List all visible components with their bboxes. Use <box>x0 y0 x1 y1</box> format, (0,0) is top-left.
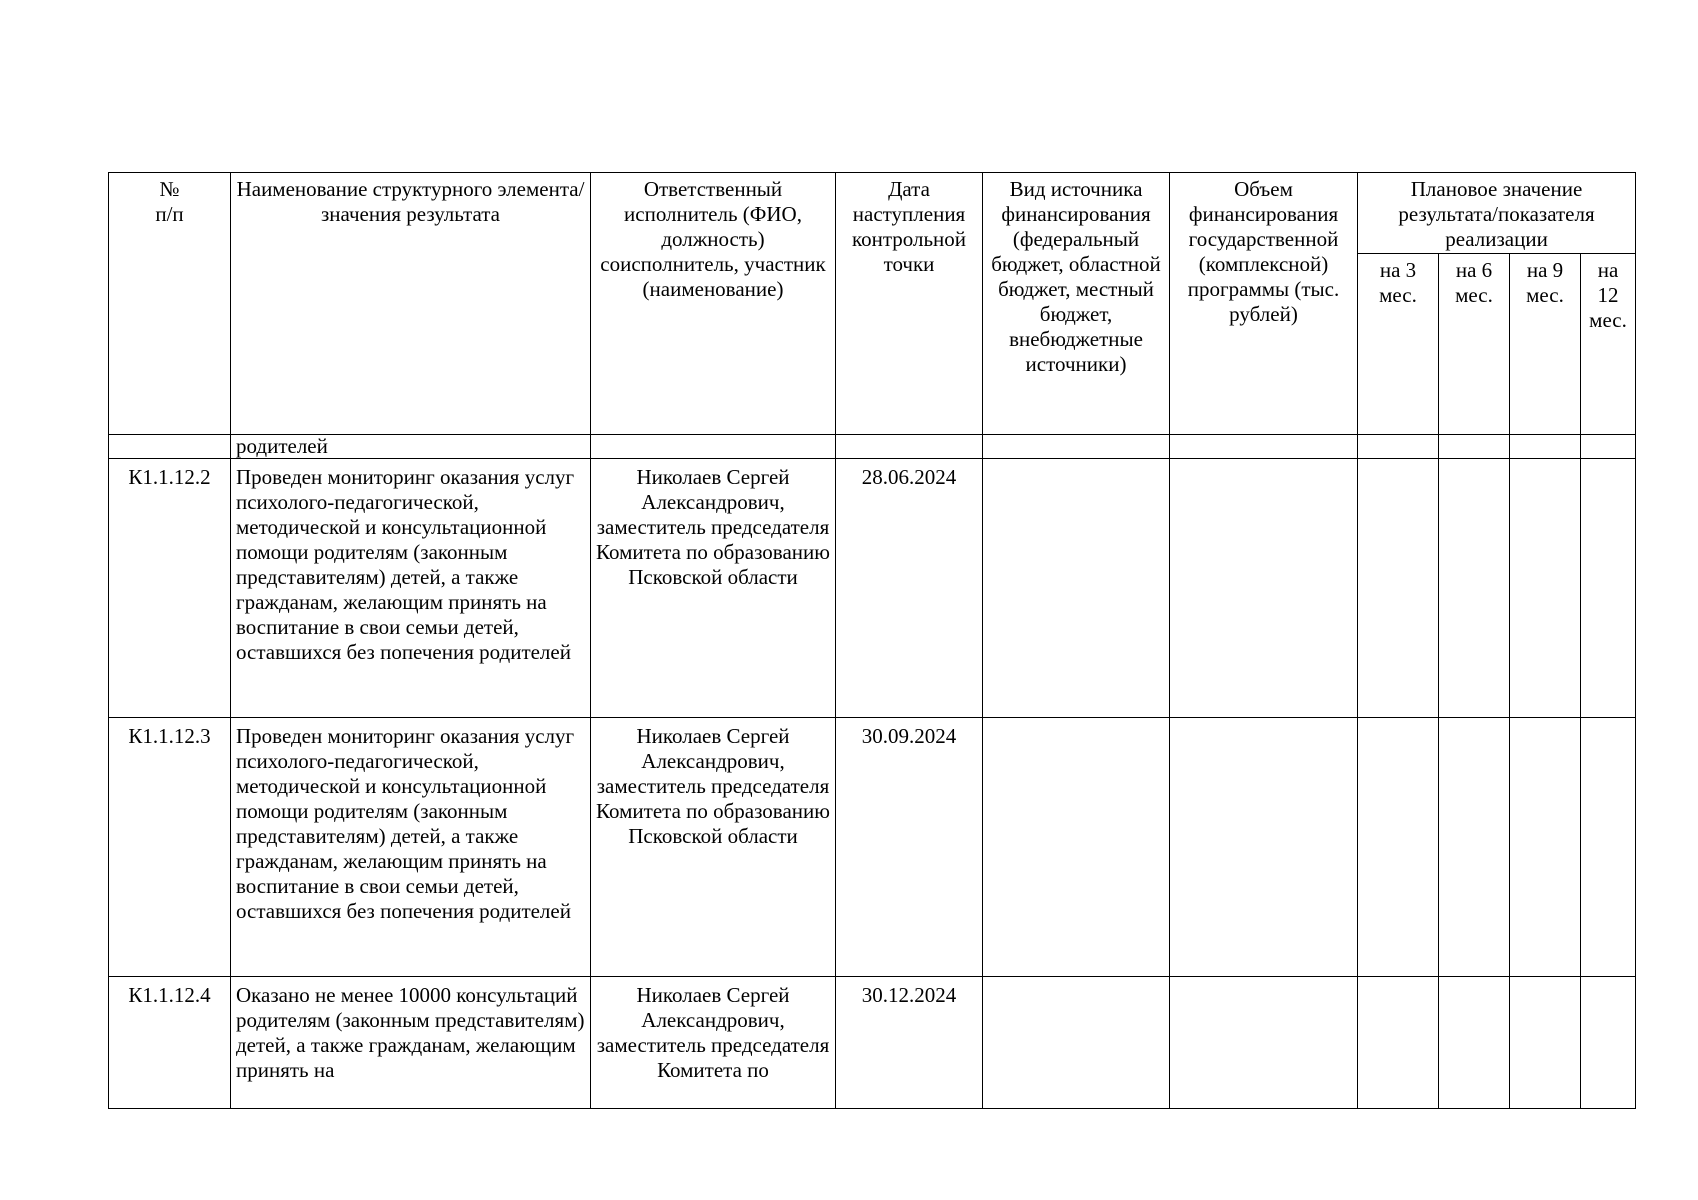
cell-date: 30.12.2024 <box>836 977 983 1109</box>
cell-m9 <box>1510 977 1581 1109</box>
cell-m9 <box>1510 718 1581 977</box>
cell-m12 <box>1581 718 1636 977</box>
header-name: Наименование структурного элемента/ значения результата <box>231 173 591 435</box>
header-m6: на 6 мес. <box>1439 254 1510 435</box>
cell-m6 <box>1439 977 1510 1109</box>
cell-m12 <box>1581 459 1636 718</box>
cell-m12 <box>1581 977 1636 1109</box>
header-num: № п/п <box>109 173 231 435</box>
header-m9: на 9 мес. <box>1510 254 1581 435</box>
cell-responsible <box>591 435 836 459</box>
cell-m6 <box>1439 435 1510 459</box>
table-row <box>109 977 1636 1109</box>
cell-source <box>983 977 1170 1109</box>
header-source: Вид источника финансирования (федеральный бюджет, областной бюджет, местный бюджет, внебюджетные источники) <box>983 173 1170 435</box>
cell-num: К1.1.12.3 <box>109 718 231 977</box>
header-date: Дата наступления контрольной точки <box>836 173 983 435</box>
cell-num <box>109 435 231 459</box>
cell-source <box>983 435 1170 459</box>
cell-volume <box>1170 459 1358 718</box>
cell-m3 <box>1358 435 1439 459</box>
cell-source <box>983 459 1170 718</box>
cell-name: Проведен мониторинг оказания услуг психолого-педагогической, методической и консультационной помощи родителям (законным представителям) детей, а также гражданам, желающим принять на воспитание в свои семьи детей, оставшихся без попечения родителей <box>231 459 591 718</box>
cell-num: К1.1.12.4 <box>109 977 231 1109</box>
cell-source <box>983 718 1170 977</box>
cell-m6 <box>1439 718 1510 977</box>
cell-m9 <box>1510 459 1581 718</box>
cell-name: Оказано не менее 10000 консультаций родителям (законным представителям) детей, а также гражданам, желающим принять на <box>231 977 591 1109</box>
cell-volume <box>1170 435 1358 459</box>
cell-responsible: Николаев Сергей Александрович, заместитель председателя Комитета по образованию Псковской области <box>591 718 836 977</box>
cell-m9 <box>1510 435 1581 459</box>
cell-volume <box>1170 718 1358 977</box>
header-volume: Объем финансирования государственной (комплексной) программы (тыс. рублей) <box>1170 173 1358 435</box>
header-responsible: Ответственный исполнитель (ФИО, должность) соисполнитель, участник (наименование) <box>591 173 836 435</box>
cell-responsible: Николаев Сергей Александрович, заместитель председателя Комитета по <box>591 977 836 1109</box>
header-plan: Плановое значение результата/показателя реализации <box>1358 173 1636 254</box>
cell-m12 <box>1581 435 1636 459</box>
table-row <box>109 718 1636 977</box>
table-row <box>109 459 1636 718</box>
cell-m3 <box>1358 459 1439 718</box>
cell-m3 <box>1358 718 1439 977</box>
cell-date: 30.09.2024 <box>836 718 983 977</box>
cell-responsible: Николаев Сергей Александрович, заместитель председателя Комитета по образованию Псковской области <box>591 459 836 718</box>
cell-name: Проведен мониторинг оказания услуг психолого-педагогической, методической и консультационной помощи родителям (законным представителям) детей, а также гражданам, желающим принять на воспитание в свои семьи детей, оставшихся без попечения родителей <box>231 718 591 977</box>
header-m3: на 3 мес. <box>1358 254 1439 435</box>
cell-volume <box>1170 977 1358 1109</box>
table-row <box>109 435 1636 459</box>
cell-m6 <box>1439 459 1510 718</box>
cell-num: К1.1.12.2 <box>109 459 231 718</box>
cell-m3 <box>1358 977 1439 1109</box>
cell-date <box>836 435 983 459</box>
header-m12: на 12 мес. <box>1581 254 1636 435</box>
cell-date: 28.06.2024 <box>836 459 983 718</box>
control-points-table <box>108 172 1636 1109</box>
cell-name: родителей <box>231 435 591 459</box>
